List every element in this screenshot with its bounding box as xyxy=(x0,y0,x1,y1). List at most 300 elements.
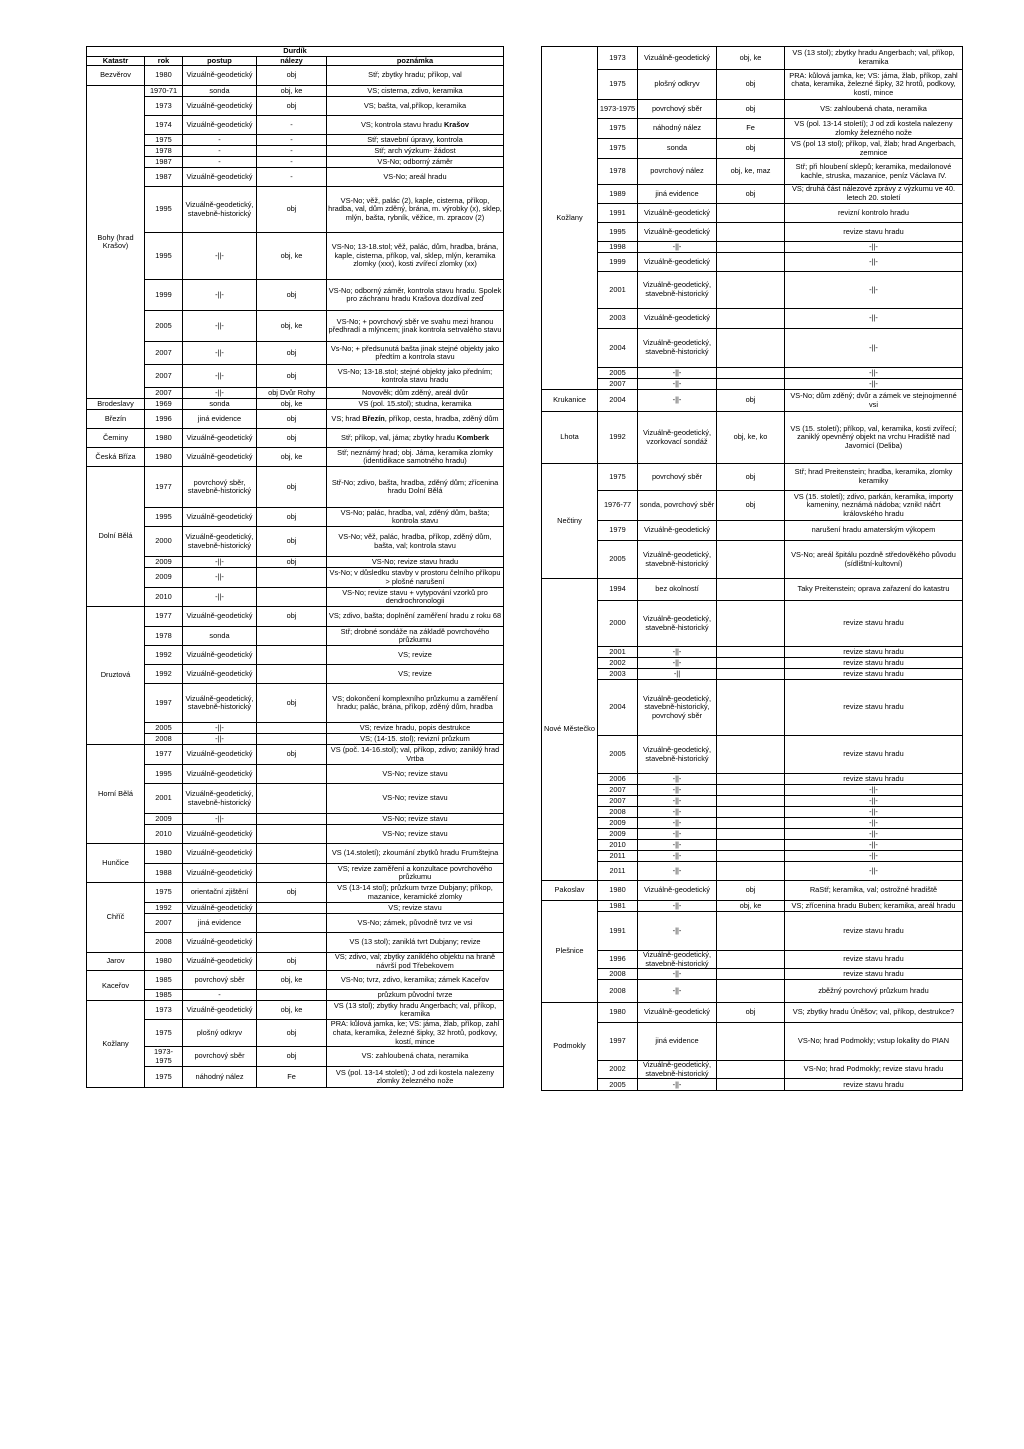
poznamka-cell xyxy=(327,684,504,723)
rok-cell: 2008 xyxy=(598,969,638,980)
poznamka-cell xyxy=(785,100,963,119)
katastr-cell: Kožlany xyxy=(542,47,598,390)
nalezy-cell xyxy=(257,903,327,914)
katastr-cell: Bezvěrov xyxy=(87,66,145,86)
poznamka-cell xyxy=(785,881,963,901)
table-row xyxy=(87,1020,504,1047)
table-row xyxy=(87,342,504,365)
rok-cell: 1999 xyxy=(145,280,183,311)
postup-cell: Vizuálně-geodetický xyxy=(638,521,717,541)
note-text: -||- xyxy=(869,284,878,294)
note-text: VS; zřícenina hradu Buben; keramika, areál hradu xyxy=(791,900,956,910)
nalezy-cell: obj, ke xyxy=(717,47,785,70)
poznamka-cell xyxy=(327,157,504,168)
poznamka-cell xyxy=(785,785,963,796)
note-text: VS-No; revize stavu xyxy=(382,768,448,778)
rok-cell: 1995 xyxy=(145,765,183,784)
table-row xyxy=(87,86,504,97)
poznamka-cell xyxy=(327,508,504,527)
postup-cell: -||- xyxy=(183,557,257,568)
table-row xyxy=(542,951,963,969)
rok-cell: 1998 xyxy=(598,242,638,253)
poznamka-cell xyxy=(327,448,504,467)
rok-cell: 1987 xyxy=(145,168,183,187)
poznamka-cell xyxy=(327,825,504,844)
nalezy-cell xyxy=(717,579,785,601)
rok-cell: 1978 xyxy=(145,146,183,157)
nalezy-cell xyxy=(717,680,785,736)
poznamka-cell xyxy=(327,429,504,448)
note-text: -||- xyxy=(869,784,878,794)
note-text: Stř; stavební úpravy, kontrola xyxy=(367,134,463,144)
nalezy-cell xyxy=(257,914,327,933)
bold-name: Krašov xyxy=(443,119,470,129)
nalezy-cell: obj, ke xyxy=(717,901,785,912)
postup-cell: Vizuálně-geodetický, stavebně-historický xyxy=(638,601,717,647)
table-row xyxy=(87,429,504,448)
table-row xyxy=(542,47,963,70)
nalezy-cell: obj Dvůr Rohy xyxy=(257,388,327,399)
katastr-cell: Brodeslavy xyxy=(87,399,145,410)
nalezy-cell xyxy=(717,272,785,309)
rok-cell: 1991 xyxy=(598,204,638,223)
rok-cell: 1980 xyxy=(145,429,183,448)
note-text: VS (pol. 13-14 století); J od zdi kostela nalezeny zlomky železného nože xyxy=(794,118,953,137)
table-row xyxy=(542,379,963,390)
note-text: Novověk; dům zděný, areál dvůr xyxy=(362,387,468,397)
poznamka-cell xyxy=(785,491,963,521)
note-text: VS-No; revize stavu xyxy=(382,813,448,823)
poznamka-cell xyxy=(327,864,504,883)
rok-cell: 1997 xyxy=(145,684,183,723)
postup-cell: bez okolností xyxy=(638,579,717,601)
note-text: VS (pol 13 stol); příkop, val, žlab; hrad Angerbach, zemnice xyxy=(791,138,956,157)
nalezy-cell xyxy=(717,379,785,390)
postup-cell: -||- xyxy=(183,342,257,365)
rok-cell: 1980 xyxy=(598,1003,638,1023)
table-row xyxy=(87,971,504,990)
postup-cell: sonda xyxy=(638,139,717,159)
nalezy-cell: obj xyxy=(257,365,327,388)
table-row xyxy=(542,774,963,785)
nalezy-cell: obj xyxy=(257,953,327,971)
poznamka-cell xyxy=(327,745,504,765)
note-text: VS; hrad xyxy=(331,413,363,423)
note-text: VS-No; věž, palác (2), kaple, cisterna, příkop, hradba, val, dům zděný, brána, m. výrobky (x), sklep, mlýn, bašta, rybník, věžice, m. zpracov (2) xyxy=(328,195,502,222)
postup-cell: povrchový nález xyxy=(638,159,717,185)
postup-cell: Vizuálně-geodetický xyxy=(638,204,717,223)
table-row xyxy=(87,116,504,135)
nalezy-cell xyxy=(257,665,327,684)
note-text: VS-No; areál hradu xyxy=(383,171,447,181)
poznamka-cell xyxy=(785,829,963,840)
nalezy-cell: obj xyxy=(257,557,327,568)
table-row xyxy=(542,1023,963,1061)
postup-cell: - xyxy=(183,157,257,168)
rok-cell: 1995 xyxy=(145,233,183,280)
table-row xyxy=(542,272,963,309)
katastr-cell: Dolní Bělá xyxy=(87,467,145,607)
poznamka-cell xyxy=(327,187,504,233)
rok-cell: 1981 xyxy=(598,901,638,912)
nalezy-cell: obj, ke, ko xyxy=(717,412,785,464)
rok-cell: 1973 xyxy=(145,1001,183,1020)
postup-cell: sonda xyxy=(183,86,257,97)
note-text: průzkum původní tvrze xyxy=(377,990,453,1000)
table-row xyxy=(87,168,504,187)
note-text: VS-No; tvrz, zdivo, keramika; zámek Kaceřov xyxy=(340,975,490,985)
poznamka-cell xyxy=(327,971,504,990)
nalezy-cell xyxy=(257,568,327,588)
table-row xyxy=(87,467,504,508)
postup-cell: -||- xyxy=(638,658,717,669)
rok-cell: 1975 xyxy=(598,70,638,100)
poznamka-cell xyxy=(327,734,504,745)
table-row xyxy=(542,139,963,159)
poznamka-cell xyxy=(785,47,963,70)
nalezy-cell xyxy=(717,601,785,647)
rok-cell: 1975 xyxy=(598,119,638,139)
rok-cell: 1995 xyxy=(145,187,183,233)
left-table xyxy=(86,46,504,1088)
note-text: -||- xyxy=(869,367,878,377)
postup-cell: jiná evidence xyxy=(638,1023,717,1061)
postup-cell: jiná evidence xyxy=(183,914,257,933)
table-row xyxy=(87,388,504,399)
table-title: Durdík xyxy=(87,47,504,57)
poznamka-cell xyxy=(785,1079,963,1091)
nalezy-cell: obj, ke xyxy=(257,971,327,990)
note-text: Stř; arch výzkum- žádost xyxy=(374,145,456,155)
table-row xyxy=(542,901,963,912)
postup-cell: Vizuálně-geodetický xyxy=(183,508,257,527)
katastr-cell: Bohy (hrad Krašov) xyxy=(87,86,145,399)
nalezy-cell xyxy=(257,844,327,864)
rok-cell: 2001 xyxy=(598,272,638,309)
rok-cell: 1995 xyxy=(145,508,183,527)
rok-cell: 1996 xyxy=(598,951,638,969)
postup-cell: -||- xyxy=(183,280,257,311)
note-text: Vs-No; + předsunutá bašta jinak stejné objekty jako předtím a kontrola stavu xyxy=(330,343,500,362)
table-row xyxy=(87,627,504,646)
postup-cell: Vizuálně-geodetický xyxy=(183,448,257,467)
katastr-cell: Chříč xyxy=(87,883,145,953)
right-table xyxy=(541,46,963,1091)
postup-cell: -||- xyxy=(183,734,257,745)
rok-cell: 1970-71 xyxy=(145,86,183,97)
note-text: revize stavu hradu xyxy=(843,968,904,978)
note-text: revize stavu hradu xyxy=(843,773,904,783)
rok-cell: 2007 xyxy=(145,342,183,365)
table-row xyxy=(87,365,504,388)
poznamka-cell xyxy=(327,1001,504,1020)
nalezy-cell: obj, ke xyxy=(257,399,327,410)
nalezy-cell xyxy=(717,521,785,541)
nalezy-cell xyxy=(717,541,785,579)
rok-cell: 2010 xyxy=(598,840,638,851)
nalezy-cell: obj xyxy=(257,187,327,233)
note-text: revize stavu hradu xyxy=(843,618,904,628)
katastr-cell: Jarov xyxy=(87,953,145,971)
nalezy-cell xyxy=(257,990,327,1001)
nalezy-cell xyxy=(717,658,785,669)
table-row xyxy=(542,912,963,951)
postup-cell: Vizuálně-geodetický xyxy=(183,745,257,765)
postup-cell: plošný odkryv xyxy=(638,70,717,100)
poznamka-cell xyxy=(785,521,963,541)
postup-cell: -||- xyxy=(638,368,717,379)
postup-cell: -||- xyxy=(638,969,717,980)
note-text: VS-No; zámek, původně tvrz ve vsi xyxy=(357,917,473,927)
table-row xyxy=(542,1061,963,1079)
katastr-cell: Horní Bělá xyxy=(87,745,145,844)
postup-cell: -||- xyxy=(638,379,717,390)
note-text: Taky Preitenstein; oprava zařazení do katastru xyxy=(797,584,950,594)
poznamka-cell xyxy=(785,242,963,253)
table-row xyxy=(542,862,963,881)
postup-cell: -||- xyxy=(183,365,257,388)
rok-cell: 1997 xyxy=(598,1023,638,1061)
rok-cell: 1975 xyxy=(598,464,638,491)
table-row xyxy=(87,814,504,825)
rok-cell: 2011 xyxy=(598,851,638,862)
rok-cell: 2008 xyxy=(145,933,183,953)
note-text: VS; revize xyxy=(398,649,432,659)
postup-cell: povrchový sběr xyxy=(638,464,717,491)
katastr-cell: Čeminy xyxy=(87,429,145,448)
table-row xyxy=(87,914,504,933)
postup-cell: Vizuálně-geodetický xyxy=(638,47,717,70)
rok-cell: 1992 xyxy=(145,665,183,684)
table-row xyxy=(87,864,504,883)
katastr-cell: Podmokly xyxy=(542,1003,598,1091)
poznamka-cell xyxy=(785,912,963,951)
note-text: -||- xyxy=(869,795,878,805)
postup-cell: -||- xyxy=(638,242,717,253)
poznamka-cell xyxy=(327,844,504,864)
postup-cell: -||- xyxy=(183,588,257,607)
postup-cell: -||- xyxy=(183,233,257,280)
nalezy-cell xyxy=(257,765,327,784)
note-text: VS (poč. 14-16.stol); val, příkop, zdivo; zaniklý hrad Vrtba xyxy=(330,745,500,763)
nalezy-cell xyxy=(717,1079,785,1091)
poznamka-cell xyxy=(327,116,504,135)
poznamka-cell xyxy=(327,168,504,187)
nalezy-cell xyxy=(717,840,785,851)
poznamka-cell xyxy=(327,723,504,734)
postup-cell: -||- xyxy=(638,862,717,881)
note-text: VS (13 stol); zbytky hradu Angerbach; val, příkop, keramika xyxy=(792,48,955,66)
table-row xyxy=(87,410,504,429)
poznamka-cell xyxy=(327,627,504,646)
note-text: VS; kontrola stavu hradu xyxy=(360,119,444,129)
postup-cell: -||- xyxy=(638,829,717,840)
rok-cell: 1980 xyxy=(598,881,638,901)
nalezy-cell xyxy=(717,862,785,881)
nalezy-cell: obj xyxy=(257,66,327,86)
nalezy-cell xyxy=(717,242,785,253)
nalezy-cell xyxy=(257,784,327,814)
note-text: VS-No; věž, palác, hradba, příkop, zděný dům, bašta, val; kontrola stavu xyxy=(338,532,492,550)
poznamka-cell xyxy=(785,951,963,969)
note-text: revize stavu hradu xyxy=(843,954,904,964)
katastr-cell: Druztová xyxy=(87,607,145,745)
note-text: Stř; neznámý hrad; obj. Jáma, keramika zlomky (identidikace samotného hradu) xyxy=(337,447,493,466)
rok-cell: 1975 xyxy=(145,1020,183,1047)
rok-cell: 2008 xyxy=(598,807,638,818)
nalezy-cell: obj xyxy=(257,508,327,527)
rok-cell: 1992 xyxy=(145,646,183,665)
poznamka-cell xyxy=(327,990,504,1001)
rok-cell: 1991 xyxy=(598,912,638,951)
postup-cell: Vizuálně-geodetický, stavebně-historický xyxy=(183,187,257,233)
note-text: VS; zdivo, val; zbytky zaniklého objektu na hraně návrší pod Třebekovem xyxy=(334,952,496,970)
nalezy-cell: obj xyxy=(257,410,327,429)
note-text: VS (13-14 stol); průzkum tvrze Dubjany; příkop, mazanice, keramické zlomky xyxy=(337,883,493,901)
nalezy-cell: obj xyxy=(257,1020,327,1047)
nalezy-cell: - xyxy=(257,135,327,146)
rok-cell: 2003 xyxy=(598,669,638,680)
table-row xyxy=(542,969,963,980)
note-text: -||- xyxy=(869,865,878,875)
rok-cell: 1999 xyxy=(598,253,638,272)
table-row xyxy=(542,601,963,647)
table-row xyxy=(542,390,963,412)
table-row xyxy=(87,765,504,784)
note-text: VS (13 stol); zaniklá tvrt Dubjany; revize xyxy=(349,937,481,947)
postup-cell: sonda, povrchový sběr xyxy=(638,491,717,521)
note-text: VS; zbytky hradu Úněšov; val, příkop, destrukce? xyxy=(792,1007,955,1017)
note-text: VS (14.století); zkoumání zbytků hradu Frumštejna xyxy=(331,848,499,858)
nalezy-cell xyxy=(717,807,785,818)
poznamka-cell xyxy=(785,70,963,100)
katastr-cell: Kožlany xyxy=(87,1001,145,1088)
table-row xyxy=(542,223,963,242)
nalezy-cell xyxy=(717,368,785,379)
nalezy-cell xyxy=(717,309,785,329)
table-row xyxy=(87,607,504,627)
table-row xyxy=(542,329,963,368)
note-text: revize stavu hradu xyxy=(843,1079,904,1089)
poznamka-cell xyxy=(327,66,504,86)
nalezy-cell xyxy=(257,825,327,844)
note-text: revize stavu hradu xyxy=(843,668,904,678)
postup-cell: -||- xyxy=(183,388,257,399)
table-row xyxy=(542,1079,963,1091)
postup-cell: Vizuálně-geodetický xyxy=(183,607,257,627)
nalezy-cell: obj, ke xyxy=(257,311,327,342)
postup-cell: -||- xyxy=(638,818,717,829)
postup-cell: sonda xyxy=(183,627,257,646)
poznamka-cell xyxy=(327,280,504,311)
note-text: -||- xyxy=(869,313,878,323)
katastr-cell: Lhota xyxy=(542,412,598,464)
bold-name: Komberk xyxy=(456,432,489,442)
postup-cell: Vizuálně-geodetický xyxy=(183,646,257,665)
note-text: VS-No; revize stavu xyxy=(382,793,448,803)
note-text: VS-No; hrad Podmokly; revize stavu hradu xyxy=(803,1064,944,1074)
poznamka-cell xyxy=(785,736,963,774)
rok-cell: 1978 xyxy=(598,159,638,185)
table-row xyxy=(542,119,963,139)
poznamka-cell xyxy=(785,204,963,223)
note-text: Stř; zbytky hradu; příkop, val xyxy=(368,70,462,80)
rok-cell: 2005 xyxy=(598,541,638,579)
note-text: VS; revize zaměření a konzultace povrchového průzkumu xyxy=(337,863,493,882)
note-text: Stř; příkop, val, jáma; zbytky hradu xyxy=(341,432,457,442)
postup-cell: -||- xyxy=(638,807,717,818)
note-text: Stř; při hloubení sklepů; keramika, medailonové kachle, struska, mazanice, peníz Václava IV. xyxy=(795,161,952,180)
nalezy-cell: obj xyxy=(257,684,327,723)
note-text: Stř-No; zdivo, bašta, hradba, zděný dům; zřícenina hradu Dolní Bělá xyxy=(331,477,499,496)
table-row xyxy=(542,159,963,185)
nalezy-cell xyxy=(717,669,785,680)
nalezy-cell: obj xyxy=(257,527,327,557)
note-text: VS-No; revize stavu hradu xyxy=(371,556,459,566)
postup-cell: -||- xyxy=(638,1079,717,1091)
nalezy-cell xyxy=(257,734,327,745)
nalezy-cell: obj xyxy=(257,342,327,365)
note-text: VS; cisterna, zdivo, keramika xyxy=(367,85,463,95)
table-row xyxy=(87,233,504,280)
postup-cell: Vizuálně-geodetický, stavebně-historický xyxy=(638,329,717,368)
rok-cell: 2009 xyxy=(145,557,183,568)
note-text: VS; revize xyxy=(398,668,432,678)
table-row xyxy=(87,568,504,588)
col-katastr: Katastr xyxy=(87,56,145,66)
postup-cell: Vizuálně-geodetický xyxy=(638,1003,717,1023)
col-rok: rok xyxy=(145,56,183,66)
table-row xyxy=(542,579,963,601)
poznamka-cell xyxy=(327,914,504,933)
table-row xyxy=(87,784,504,814)
poznamka-cell xyxy=(785,579,963,601)
rok-cell: 1974 xyxy=(145,116,183,135)
note-text: VS-No; 13-18.stol; věž, palác, dům, hradba, brána, kaple, cisterna, příkop, val, sklep, mlýn, keramika zlomky (xxx), kosti zvířecí zlomky (xx) xyxy=(331,242,499,269)
nalezy-cell: obj, ke xyxy=(257,86,327,97)
postup-cell: -||- xyxy=(638,785,717,796)
note-text: VS-No; + povrchový sběr ve svahu mezi hranou předhradí a mlýncem; jinak kontrola setrvalého stavu xyxy=(328,316,502,335)
rok-cell: 2007 xyxy=(598,379,638,390)
col-poznamka: poznámka xyxy=(327,56,504,66)
postup-cell: jiná evidence xyxy=(183,410,257,429)
table-row xyxy=(542,680,963,736)
nalezy-cell: obj xyxy=(717,491,785,521)
rok-cell: 2005 xyxy=(145,723,183,734)
nalezy-cell xyxy=(717,1023,785,1061)
rok-cell: 2009 xyxy=(145,568,183,588)
rok-cell: 1980 xyxy=(145,953,183,971)
rok-cell: 1992 xyxy=(145,903,183,914)
postup-cell: Vizuálně-geodetický xyxy=(183,429,257,448)
rok-cell: 1980 xyxy=(145,844,183,864)
postup-cell: povrchový sběr, stavebně-historický xyxy=(183,467,257,508)
rok-cell: 2007 xyxy=(598,796,638,807)
poznamka-cell xyxy=(327,883,504,903)
nalezy-cell: obj, ke xyxy=(257,1001,327,1020)
poznamka-cell xyxy=(327,557,504,568)
note-text: PRA: kůlová jamka, ke; VS: jáma, žlab, příkop, zahl chata, keramika, železné šipky, 32 hrotů, podkovy, kostí, mince xyxy=(330,1019,500,1046)
nalezy-cell: obj xyxy=(717,881,785,901)
table-row xyxy=(542,100,963,119)
rok-cell: 1975 xyxy=(145,1067,183,1088)
nalezy-cell xyxy=(257,933,327,953)
nalezy-cell xyxy=(717,818,785,829)
nalezy-cell xyxy=(717,223,785,242)
nalezy-cell xyxy=(717,774,785,785)
rok-cell: 1992 xyxy=(598,412,638,464)
postup-cell: plošný odkryv xyxy=(183,1020,257,1047)
